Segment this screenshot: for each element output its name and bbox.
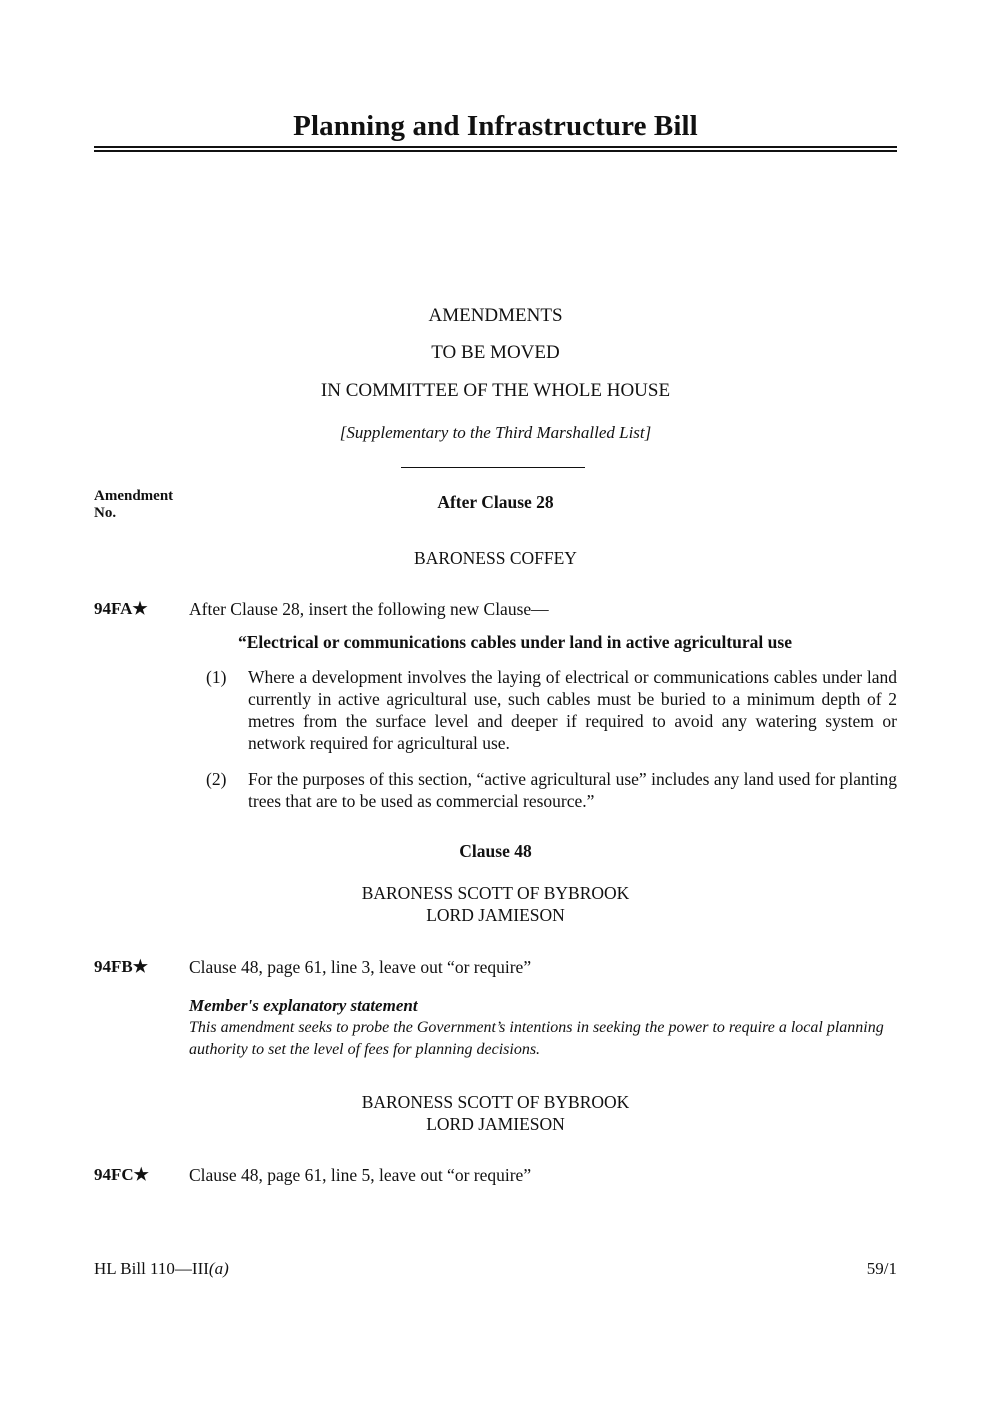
explanatory-statement-title: Member's explanatory statement: [189, 996, 418, 1015]
amendment-number: 94FB★: [94, 957, 148, 976]
amendment-number: 94FA★: [94, 599, 148, 618]
member-name: BARONESS SCOTT OF BYBROOK: [361, 1092, 630, 1112]
amendment-text: After Clause 28, insert the following new Clause—: [189, 599, 549, 619]
bill-title: Planning and Infrastructure Bill: [293, 110, 698, 142]
intro-amendments: AMENDMENTS: [428, 305, 563, 326]
title-rule-thin: [94, 146, 897, 148]
new-clause-title: “Electrical or communications cables under land in active agricultural use: [238, 632, 792, 652]
section-heading: Clause 48: [459, 841, 532, 861]
amendment-text: Clause 48, page 61, line 5, leave out “or require”: [189, 1165, 532, 1185]
subsection-number: (1): [206, 667, 227, 687]
intro-subtitle: [Supplementary to the Third Marshalled List]: [339, 423, 652, 442]
bill-reference-suffix: (a): [208, 1259, 229, 1278]
page-reference: 59/1: [866, 1259, 897, 1278]
section-separator: [401, 467, 585, 468]
bill-reference-main: HL Bill 110—III: [94, 1259, 209, 1278]
intro-to-be-moved: TO BE MOVED: [431, 342, 560, 363]
amendment-number: 94FC★: [94, 1165, 149, 1184]
column-header-line1: Amendment: [94, 488, 174, 504]
member-name: BARONESS SCOTT OF BYBROOK: [361, 883, 630, 903]
member-name: BARONESS COFFEY: [414, 548, 577, 568]
explanatory-statement-text: This amendment seeks to probe the Government’s intentions in seeking the power to require a local planning authority to set the level of fees for planning decisions.: [189, 1019, 884, 1058]
title-rule-thick: [94, 150, 897, 153]
bill-reference: [94, 1258, 229, 1280]
member-name: LORD JAMIESON: [426, 905, 565, 925]
amendment-text: Clause 48, page 61, line 3, leave out “or require”: [189, 957, 532, 977]
subsection-text: Where a development involves the laying of electrical or communications cables under land currently in active agricultural use, such cables must be buried to a minimum depth of 2 metres from the surface level and deeper if required to avoid any watering system or network required for agricultural use.: [248, 667, 897, 753]
column-header-line2: No.: [94, 505, 117, 521]
intro-committee: IN COMMITTEE OF THE WHOLE HOUSE: [320, 380, 671, 401]
member-name: LORD JAMIESON: [426, 1114, 565, 1134]
section-heading: After Clause 28: [437, 492, 554, 512]
subsection-text: For the purposes of this section, “active agricultural use” includes any land used for planting trees that are to be used as commercial resource.”: [248, 769, 897, 811]
subsection-number: (2): [206, 769, 227, 789]
